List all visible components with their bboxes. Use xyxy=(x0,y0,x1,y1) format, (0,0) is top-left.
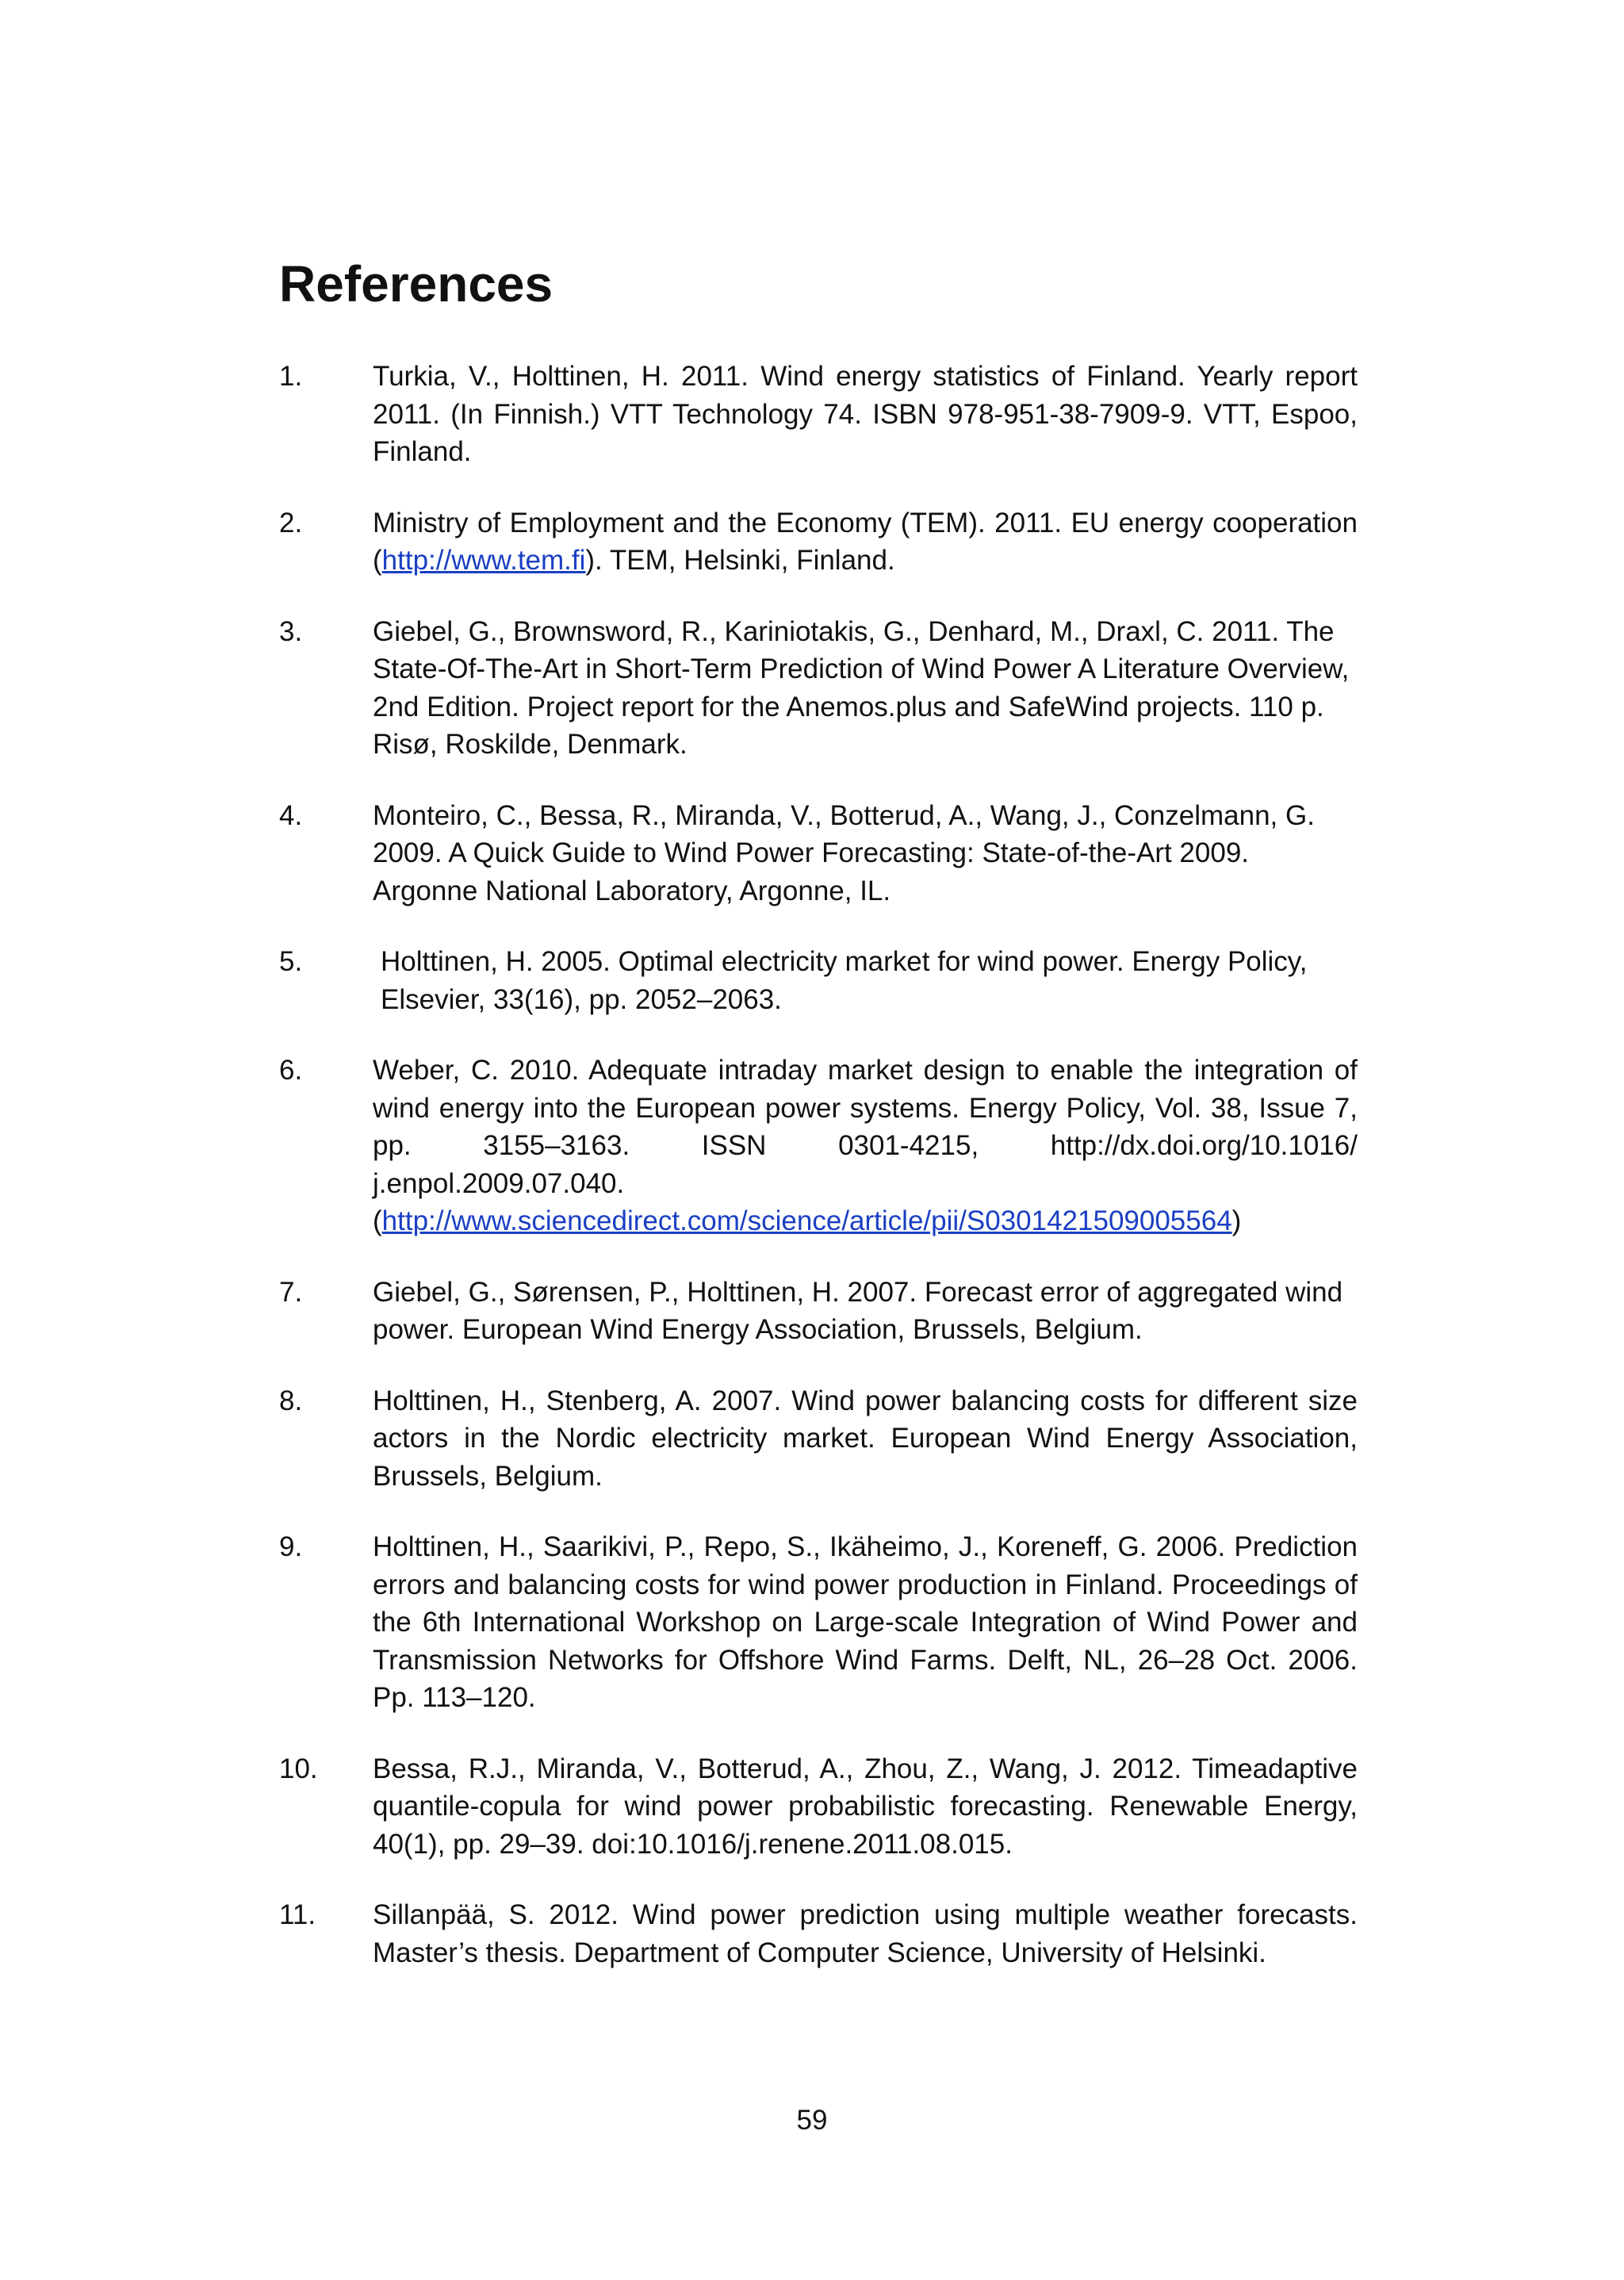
reference-item-10 xyxy=(279,1750,1358,1864)
reference-item-7 xyxy=(279,1274,1358,1349)
reference-text-part: Monteiro, C., Bessa, R., Miranda, V., Botterud, A., Wang, J., Conzelmann, G. 2009. A Quick Guide to Wind Power Forecasting: State-of-the-Art 2009. Argonne National Laboratory, Argonne, IL. xyxy=(373,799,1315,906)
reference-number: 3. xyxy=(279,615,303,647)
reference-number: 8. xyxy=(279,1385,303,1416)
reference-text xyxy=(373,1382,1358,1496)
page-heading: References xyxy=(279,255,553,312)
reference-text xyxy=(373,358,1358,471)
reference-text xyxy=(373,1274,1358,1349)
reference-item-5 xyxy=(279,943,1358,1018)
reference-link[interactable]: http://www.sciencedirect.com/science/article/pii/S0301421509005564 xyxy=(381,1205,1232,1236)
reference-text-part: Giebel, G., Brownsword, R., Kariniotakis, G., Denhard, M., Draxl, C. 2011. The State-Of-The-Art in Short-Term Prediction of Wind Power A Literature Overview, 2nd Edition. Project report for the Anemos.plus and SafeWind projects. 110 p. Risø, Roskilde, Denmark. xyxy=(373,615,1350,760)
reference-number: 1. xyxy=(279,361,303,392)
reference-list xyxy=(279,358,1358,2005)
reference-number: 9. xyxy=(279,1531,303,1562)
reference-number: 5. xyxy=(279,946,303,977)
reference-text xyxy=(373,1052,1358,1240)
reference-item-6 xyxy=(279,1052,1358,1240)
reference-text xyxy=(373,797,1358,910)
reference-text xyxy=(373,943,1358,1018)
reference-text xyxy=(373,613,1358,764)
reference-text-part: Bessa, R.J., Miranda, V., Botterud, A., Zhou, Z., Wang, J. 2012. Timeadaptive quantile-copula for wind power probabilistic forecasting. Renewable Energy, 40(1), pp. 29–39. doi:10.1016/j.renene.2011.08.015. xyxy=(373,1753,1358,1860)
reference-text-part: Holttinen, H. 2005. Optimal electricity market for wind power. Energy Policy, Elsevier, 33(16), pp. 2052–2063. xyxy=(381,946,1308,1015)
reference-number: 6. xyxy=(279,1055,303,1086)
reference-number: 11. xyxy=(279,1899,316,1930)
reference-link[interactable]: http://www.tem.fi xyxy=(381,545,586,576)
reference-item-11 xyxy=(279,1896,1358,1972)
reference-number: 10. xyxy=(279,1753,318,1784)
reference-item-3 xyxy=(279,613,1358,764)
reference-item-9 xyxy=(279,1528,1358,1717)
reference-text-part: ). TEM, Helsinki, Finland. xyxy=(585,545,895,576)
reference-number: 7. xyxy=(279,1276,303,1308)
reference-text-part: Holttinen, H., Saarikivi, P., Repo, S., Ikäheimo, J., Koreneff, G. 2006. Prediction errors and balancing costs for wind power production in Finland. Proceedings of the 6th International Workshop on Large-scale Integration of Wind Power and Transmission Networks for Offshore Wind Farms. Delft, NL, 26–28 Oct. 2006. Pp. 113–120. xyxy=(373,1531,1358,1713)
reference-text xyxy=(373,1896,1358,1972)
reference-item-8 xyxy=(279,1382,1358,1496)
page-number: 59 xyxy=(796,2105,828,2136)
reference-number: 2. xyxy=(279,507,303,538)
reference-text-part: Ministry of Employment and the Economy (TEM). 2011. EU energy cooperation ( xyxy=(373,507,1358,576)
reference-text-part: Holttinen, H., Stenberg, A. 2007. Wind power balancing costs for different size actors in the Nordic electricity market. European Wind Energy Association, Brussels, Belgium. xyxy=(373,1385,1358,1492)
reference-item-1 xyxy=(279,358,1358,471)
reference-text-part: Turkia, V., Holttinen, H. 2011. Wind energy statistics of Finland. Yearly report 2011. (In Finnish.) VTT Technology 74. ISBN 978-951-38-7909-9. VTT, Espoo, Finland. xyxy=(373,361,1358,467)
reference-text xyxy=(373,1750,1358,1864)
reference-text-part: Sillanpää, S. 2012. Wind power prediction using multiple weather forecasts. Master’s thesis. Department of Computer Science, University of Helsinki. xyxy=(373,1899,1358,1968)
reference-text xyxy=(373,504,1358,580)
reference-item-2 xyxy=(279,504,1358,580)
reference-text-part: Giebel, G., Sørensen, P., Holttinen, H. 2007. Forecast error of aggregated wind power. European Wind Energy Association, Brussels, Belgium. xyxy=(373,1276,1343,1345)
reference-number: 4. xyxy=(279,799,303,831)
reference-text-part: ) xyxy=(1231,1205,1242,1236)
reference-text xyxy=(373,1528,1358,1717)
reference-item-4 xyxy=(279,797,1358,910)
reference-text-part: Weber, C. 2010. Adequate intraday market design to enable the integration of wind energy into the European power systems. Energy Policy, Vol. 38, Issue 7, pp. 3155–3163. ISSN 0301-4215, http://dx.doi.org/10.1016/ j.enpol.2009.07.040. ( xyxy=(373,1055,1358,1236)
